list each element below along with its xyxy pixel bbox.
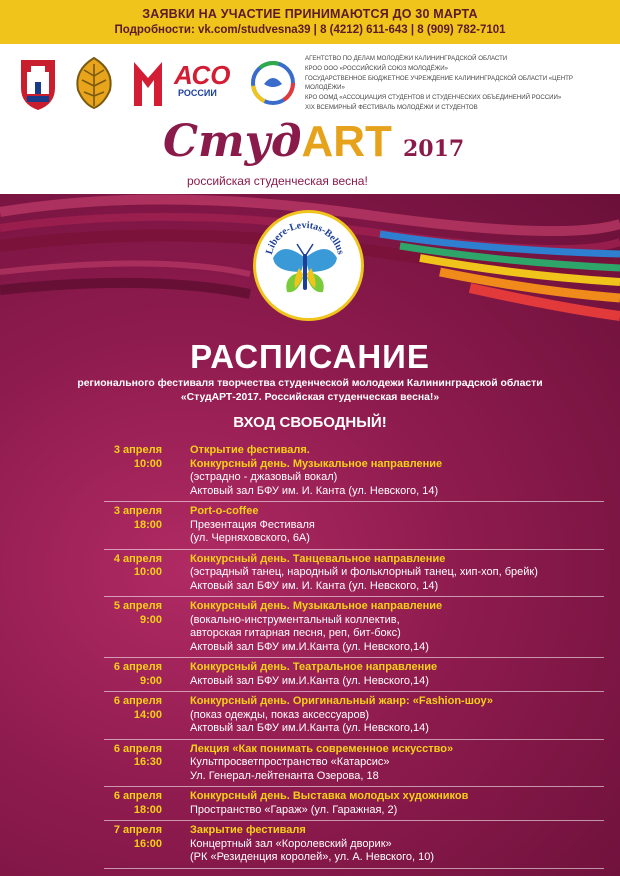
event-date: 6 апреля (113, 742, 162, 755)
event-details (190, 553, 604, 594)
event-title: Конкурсный день. Оригинальный жанр: «Fashion-шоу» (190, 695, 493, 707)
event-row (104, 740, 604, 788)
schedule-subtitle-line2: «СтудАРТ-2017. Российская студенческая весна!» (180, 392, 440, 403)
event-details (190, 790, 604, 817)
event-date: 6 апреля (113, 661, 162, 673)
event-title: Конкурсный день. Музыкальное направление (190, 457, 443, 470)
event-info: Культпросветпространство «Катарсис» (190, 756, 390, 768)
event-datetime (104, 695, 162, 722)
event-datetime (104, 505, 162, 532)
event-datetime (104, 743, 162, 770)
event-info: Актовый зал БФУ им.И.Канта (ул. Невского,14) (190, 674, 429, 687)
event-title: Закрытие фестиваля (190, 824, 306, 836)
event-info: Концертный зал «Королевский дворик» (190, 837, 392, 850)
event-date: 3 апреля (113, 505, 162, 517)
event-title: Port-o-coffee (190, 505, 259, 517)
event-datetime (104, 661, 162, 688)
event-row (104, 441, 604, 502)
event-date: 7 апреля (113, 824, 162, 836)
contacts-text: Подробности: vk.com/studvesna39 | 8 (4212) 611-643 | 8 (909) 782-7101 (114, 24, 506, 36)
event-info: Ул. Генерал-лейтенанта Озерова, 18 (190, 769, 379, 782)
event-info: (эстрадный танец, народный и фольклорный танец, хип-хоп, брейк) (190, 566, 538, 578)
event-details (190, 695, 604, 736)
event-info: (показ одежды, показ аксессуаров) (190, 708, 370, 721)
organizer-line: КРОО ООО «РОССИЙСКИЙ СОЮЗ МОЛОДЁЖИ» (305, 64, 449, 72)
event-date: 5 апреля (113, 600, 162, 612)
event-title: Конкурсный день. Танцевальное направление (190, 552, 446, 565)
schedule-subtitle (0, 377, 620, 405)
event-title: Лекция «Как понимать современное искусство» (190, 742, 454, 755)
event-time: 9:00 (139, 674, 162, 687)
event-details (190, 505, 604, 546)
event-list (104, 441, 604, 869)
event-datetime (104, 444, 162, 471)
youth-m-logo (130, 56, 166, 110)
event-title: Конкурсный день. Музыкальное направление (190, 600, 443, 612)
event-info: Актовый зал БФУ им.И.Канта (ул. Невского,14) (190, 640, 429, 653)
aso-logo-text: АСО (174, 60, 231, 90)
event-details (190, 600, 604, 654)
event-datetime (104, 600, 162, 627)
event-info: авторская гитарная песня, реп, бит-бокс) (190, 627, 401, 639)
event-details (190, 444, 604, 498)
event-row (104, 550, 604, 598)
event-info: (ул. Черняховского, 6А) (190, 532, 310, 544)
festival-name (163, 116, 392, 167)
event-title: Открытие фестиваля. (190, 444, 310, 456)
logo-row (18, 56, 288, 116)
world-festival-logo (250, 60, 296, 106)
event-info: Презентация Фестиваля (190, 518, 315, 531)
organizer-line: АГЕНТСТВО ПО ДЕЛАМ МОЛОДЁЖИ КАЛИНИНГРАДСКОЙ ОБЛАСТИ (305, 55, 508, 62)
event-details (190, 824, 604, 865)
event-info: (эстрадно - джазовый вокал) (190, 471, 338, 483)
organizer-line: КРО ООМД «АССОЦИАЦИЯ СТУДЕНТОВ И СТУДЕНЧЕСКИХ ОБЪЕДИНЕНИЙ РОССИИ» (305, 94, 562, 102)
festival-year: 2017 (403, 136, 465, 162)
schedule-subtitle-line1: регионального фестиваля творчества студенческой молодежи Калининградской области (77, 378, 543, 389)
event-info: Актовый зал БФУ им. И. Канта (ул. Невского, 14) (190, 484, 439, 497)
event-time: 10:00 (133, 566, 162, 578)
leaf-logo (72, 56, 116, 110)
event-row (104, 821, 604, 869)
schedule-title: РАСПИСАНИЕ (190, 338, 430, 375)
festival-subtitle: российская студенческая весна! (187, 174, 368, 188)
region-coat-of-arms-logo (18, 56, 58, 112)
event-info: Актовый зал БФУ им.И.Канта (ул. Невского,14) (190, 722, 429, 734)
event-title: Конкурсный день. Театральное направление (190, 661, 438, 673)
svg-text:Libere-Levitas-Bellus (264, 220, 346, 256)
event-time: 9:00 (139, 613, 162, 626)
event-row (104, 692, 604, 740)
event-details (190, 743, 604, 784)
event-row (104, 502, 604, 550)
title-stud: Студ (163, 116, 302, 167)
aso-logo-subtext: РОССИИ (178, 88, 217, 98)
emblem-motto: Libere-Levitas-Bellus (263, 219, 347, 256)
event-info: (вокально-инструментальный коллектив, (190, 613, 400, 626)
event-title: Конкурсный день. Выставка молодых художников (190, 790, 469, 802)
event-row (104, 787, 604, 821)
event-time: 18:00 (133, 518, 162, 531)
festival-emblem (253, 210, 364, 321)
top-banner (0, 0, 620, 44)
event-row (104, 597, 604, 658)
event-info: Пространство «Гараж» (ул. Гаражная, 2) (190, 803, 398, 816)
event-info: Актовый зал БФУ им. И. Канта (ул. Невского, 14) (190, 579, 439, 592)
event-time: 10:00 (133, 457, 162, 470)
event-time: 14:00 (133, 708, 162, 721)
event-time: 16:30 (133, 756, 162, 768)
event-row (104, 658, 604, 692)
aso-logo (174, 62, 240, 98)
title-art: ART (301, 117, 392, 166)
event-info: (РК «Резиденция королей», ул. А. Невского, 10) (190, 851, 434, 863)
organizer-line: ГОСУДАРСТВЕННОЕ БЮДЖЕТНОЕ УЧРЕЖДЕНИЕ КАЛИНИНГРАДСКОЙ ОБЛАСТИ «ЦЕНТР МОЛОДЁЖИ» (305, 74, 573, 92)
deadline-text: ЗАЯВКИ НА УЧАСТИЕ ПРИНИМАЮТСЯ ДО 30 МАРТА (142, 7, 478, 21)
event-datetime (104, 553, 162, 580)
event-datetime (104, 824, 162, 851)
festival-title (155, 116, 485, 206)
event-date: 3 апреля (113, 444, 162, 456)
event-date: 4 апреля (113, 552, 162, 565)
butterfly-icon (273, 244, 337, 292)
event-datetime (104, 790, 162, 817)
event-details (190, 661, 604, 688)
event-date: 6 апреля (113, 695, 162, 707)
organizer-line: XIX ВСЕМИРНЫЙ ФЕСТИВАЛЬ МОЛОДЁЖИ И СТУДЕНТОВ (305, 103, 478, 111)
event-time: 16:00 (133, 837, 162, 850)
event-date: 6 апреля (113, 790, 162, 802)
free-entry-text: ВХОД СВОБОДНЫЙ! (233, 414, 387, 431)
event-time: 18:00 (133, 803, 162, 816)
organizers-list (305, 54, 605, 113)
